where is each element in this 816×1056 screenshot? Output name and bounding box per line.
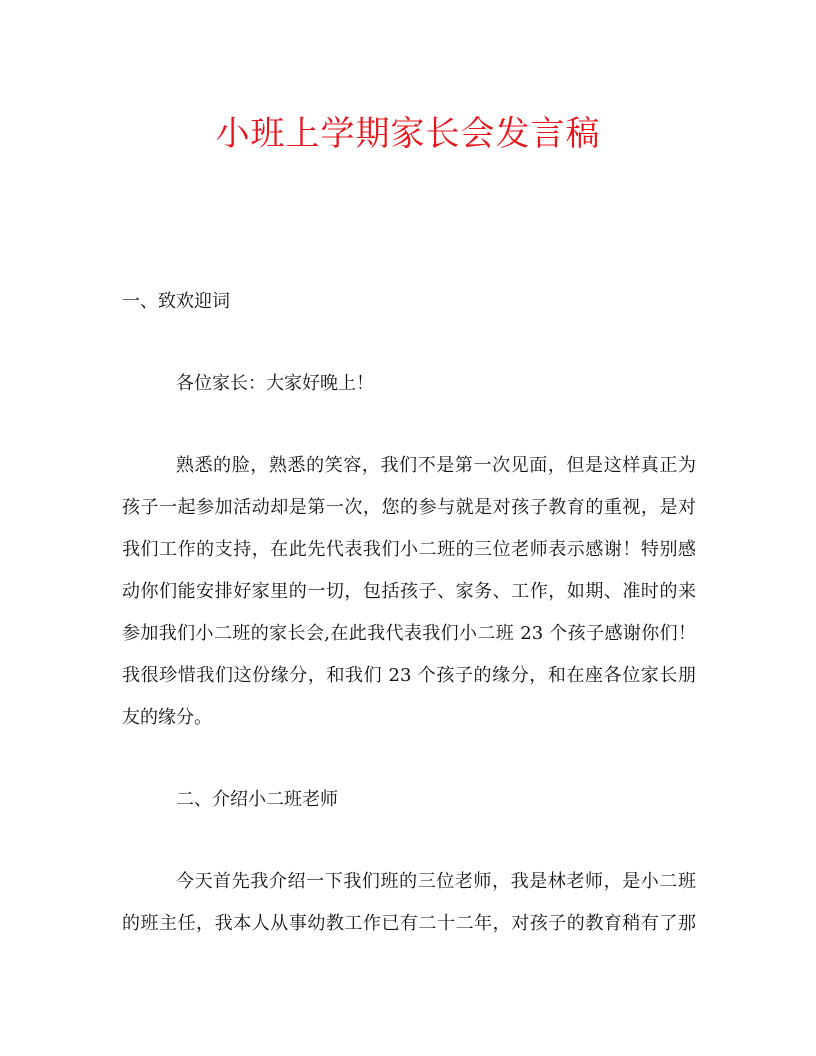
paragraph-line: 动你们能安排好家里的一切，包括孩子、家务、工作，如期、准时的来 [122, 581, 696, 602]
paragraph-line: 我很珍惜我们这份缘分，和我们 23 个孩子的缘分，和在座各位家长朋 [122, 665, 696, 686]
section-heading-teachers: 二、介绍小二班老师 [176, 789, 338, 810]
paragraph-line: 的班主任，我本人从事幼教工作已有二十二年，对孩子的教育稍有了那 [122, 913, 696, 934]
section-heading-welcome: 一、致欢迎词 [122, 291, 230, 312]
salutation: 各位家长：大家好晚上！ [176, 373, 374, 394]
paragraph-line: 友的缘分。 [122, 707, 212, 728]
paragraph-line: 参加我们小二班的家长会,在此我代表我们小二班 23 个孩子感谢你们！ [122, 623, 696, 644]
paragraph-line: 熟悉的脸，熟悉的笑容，我们不是第一次见面，但是这样真正为 [176, 455, 696, 476]
paragraph-line: 我们工作的支持，在此先代表我们小二班的三位老师表示感谢！特别感 [122, 539, 696, 560]
paragraph-line: 孩子一起参加活动却是第一次，您的参与就是对孩子教育的重视，是对 [122, 497, 696, 518]
document-title: 小班上学期家长会发言稿 [215, 114, 601, 154]
paragraph-line: 今天首先我介绍一下我们班的三位老师，我是林老师，是小二班 [176, 871, 696, 892]
